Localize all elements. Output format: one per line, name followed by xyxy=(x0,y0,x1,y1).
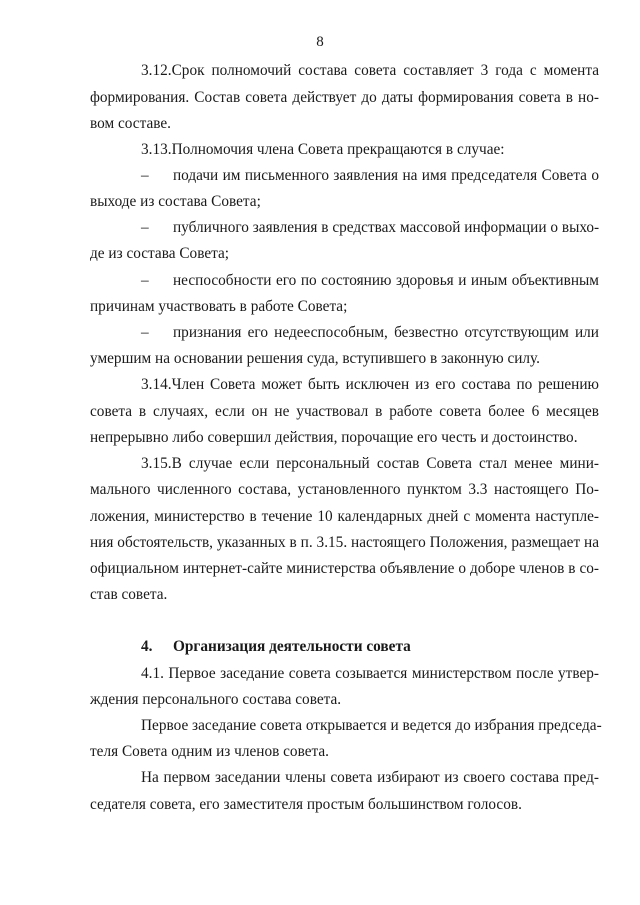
text-line: Первое заседание совета открывается и ведется до избрания председа- xyxy=(141,717,602,734)
text-line: 3.15.В случае если персональный состав Совета стал менее мини- xyxy=(141,455,599,472)
text-line: 3.12.Срок полномочий состава совета составляет 3 года с момента xyxy=(141,62,599,79)
text-line: умершим на основании решения суда, вступившего в законную силу. xyxy=(90,350,541,367)
list-dash: – xyxy=(141,167,149,184)
text-line: ложения, министерство в течение 10 календарных дней с момента наступле- xyxy=(90,508,599,525)
text-line: формирования. Состав совета действует до даты формирования совета в но- xyxy=(90,89,599,106)
text-line: ждения персонального состава совета. xyxy=(90,691,342,708)
text-line: мального численного состава, установленного пунктом 3.3 настоящего По- xyxy=(90,481,599,498)
text-line: неспособности его по состоянию здоровья и иным объективным xyxy=(173,272,599,289)
text-line: признания его недееспособным, безвестно отсутствующим или xyxy=(173,324,599,341)
text-line: седателя совета, его заместителя простым большинством голосов. xyxy=(90,796,522,813)
section-number: 4. xyxy=(141,638,153,655)
text-line: 3.14.Член Совета может быть исключен из его состава по решению xyxy=(141,376,599,393)
text-line: официальном интернет-сайте министерства объявление о доборе членов в со- xyxy=(90,560,599,577)
page-number: 8 xyxy=(316,34,324,50)
text-line: публичного заявления в средствах массовой информации о выхо- xyxy=(173,219,600,236)
text-line: подачи им письменного заявления на имя председателя Совета о xyxy=(173,167,599,184)
list-dash: – xyxy=(141,219,149,236)
text-line: 3.13.Полномочия члена Совета прекращаются в случае: xyxy=(141,141,505,158)
text-line: теля Совета одним из членов совета. xyxy=(90,743,329,760)
text-line: став совета. xyxy=(90,586,168,603)
text-line: совета в случаях, если он не участвовал в работе совета более 6 месяцев xyxy=(90,403,599,420)
text-line: На первом заседании члены совета избирают из своего состава пред- xyxy=(141,769,599,786)
list-dash: – xyxy=(141,272,149,289)
text-line: выходе из состава Совета; xyxy=(90,193,261,210)
text-line: 4.1. Первое заседание совета созывается министерством после утвер- xyxy=(141,665,599,682)
text-line: вом составе. xyxy=(90,115,171,132)
text-line: непрерывно либо совершил действия, порочащие его честь и достоинство. xyxy=(90,429,578,446)
text-line: причинам участвовать в работе Совета; xyxy=(90,298,348,315)
text-line: ния обстоятельств, указанных в п. 3.15. настоящего Положения, размещает на xyxy=(90,534,599,551)
section-title: Организация деятельности совета xyxy=(173,638,411,655)
list-dash: – xyxy=(141,324,149,341)
text-line: де из состава Совета; xyxy=(90,245,230,262)
